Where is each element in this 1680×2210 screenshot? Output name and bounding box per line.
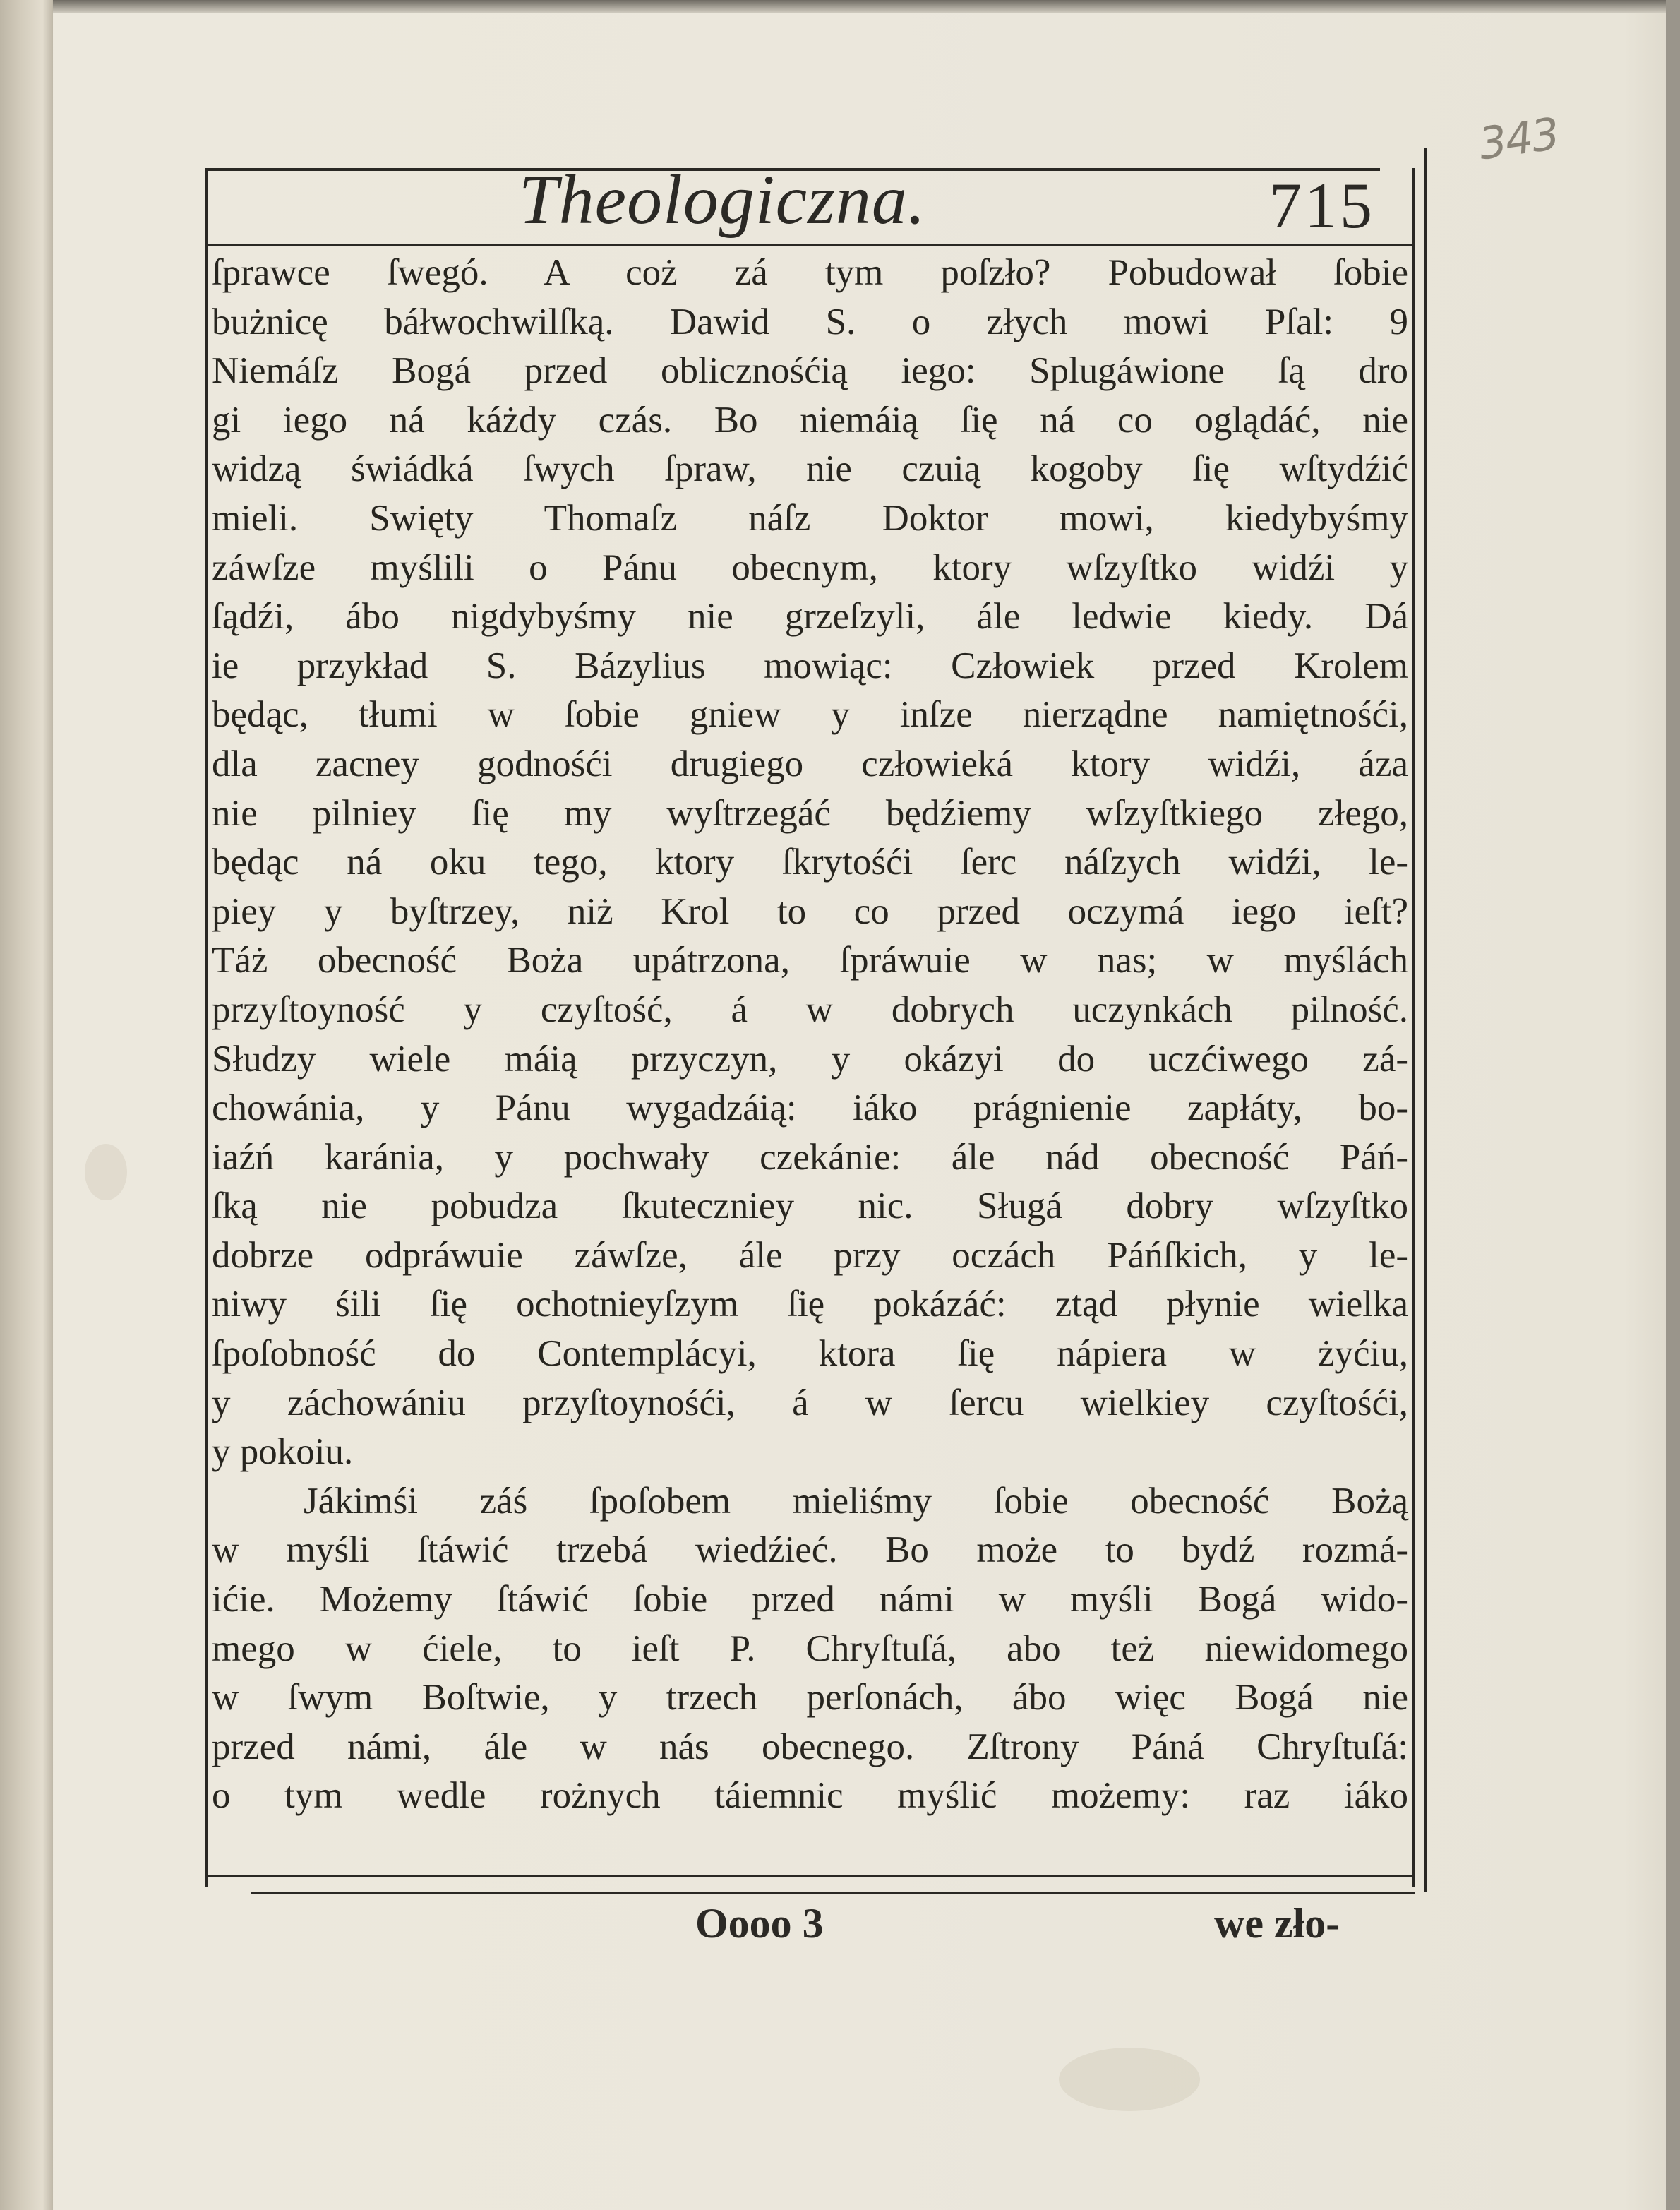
text-line: przyſtoyność y czyſtość, á w dobrych uczynkách pilność. (212, 988, 1408, 1030)
text-line: będąc, tłumi w ſobie gniew y inſze nierządne namiętnośći, (212, 694, 1408, 736)
text-line: Słudzy wiele máią przyczyn, y okázyi do uczćiwego zá- (212, 1038, 1408, 1080)
text-line: w ſwym Boſtwie, y trzech perſonách, ábo więc Bogá nie (212, 1677, 1408, 1719)
previous-page-edge (0, 0, 53, 2210)
body-text (212, 249, 1408, 1821)
text-line: ie przykład S. Bázylius mowiąc: Człowiek przed Krolem (212, 645, 1408, 686)
text-line: będąc ná oku tego, ktory ſkrytośći ſerc náſzych widźi, le- (212, 842, 1408, 883)
text-line: Táż obecność Boża upátrzona, ſpráwuie w nas; w myślách (212, 940, 1408, 981)
text-line: ſpoſobność do Contemplácyi, ktora ſię nápiera w żyćiu, (212, 1333, 1408, 1375)
frame-outer-rule (1424, 148, 1427, 1892)
text-line: ſądźi, ábo nigdybyśmy nie grzeſzyli, ále ledwie kiedy. Dá (212, 596, 1408, 638)
pencil-folio-number: 343 (1475, 107, 1561, 170)
text-line: nie pilniey ſię my wyſtrzegáć będźiemy wſzyſtkiego złego, (212, 792, 1408, 834)
text-line: mego w ćiele, to ieſt P. Chryſtuſá, abo też niewidomego (212, 1627, 1408, 1669)
paper-stain (1059, 2048, 1200, 2111)
bottom-rule (208, 1875, 1415, 1877)
text-line: niwy śili ſię ochotnieyſzym ſię pokázáć: ztąd płynie wielka (212, 1284, 1408, 1325)
text-line: záwſze myślili o Pánu obecnym, ktory wſzyſtko widźi y (212, 546, 1408, 588)
page-right-edge (1666, 0, 1680, 2210)
text-line: dla zacney godnośći drugiego człowieká ktory widźi, áza (212, 743, 1408, 784)
text-line: widzą świádká ſwych ſpraw, nie czuią kogoby ſię wſtydźić (212, 448, 1408, 490)
text-line: ſprawce ſwegó. A coż zá tym poſzło? Pobudował ſobie (212, 252, 1408, 293)
text-line: bużnicę báłwochwilſką. Dawid S. o złych mowi Pſal: 9 (212, 301, 1408, 342)
text-line: w myśli ſtáwić trzebá wiedźieć. Bo może to bydź rozmá- (212, 1529, 1408, 1571)
text-line: ićie. Możemy ſtáwić ſobie przed námi w myśli Bogá wido- (212, 1579, 1408, 1620)
text-line: przed námi, ále w nás obecnego. Zſtrony Páná Chryſtuſá: (212, 1726, 1408, 1767)
text-line: dobrze odpráwuie záwſze, ále przy oczách Páńſkich, y le- (212, 1234, 1408, 1276)
bottom-rule-secondary (251, 1892, 1415, 1894)
text-line: chowánia, y Pánu wygadzáią: iáko prágnienie zapłáty, bo- (212, 1087, 1408, 1129)
text-line: iaźń karánia, y pochwały czekánie: ále nád obecność Páń- (212, 1136, 1408, 1178)
paper-stain (85, 1144, 127, 1200)
text-line-paragraph-start: Jákimśi záś ſpoſobem mieliśmy ſobie obecność Bożą (304, 1480, 1408, 1522)
header-rule (208, 244, 1415, 246)
signature-mark: Oooo 3 (695, 1900, 824, 1947)
running-title: Theologiczna. (519, 160, 926, 239)
catchword: we zło- (1214, 1900, 1340, 1947)
page-number: 715 (1269, 169, 1375, 241)
text-line: ſką nie pobudza ſkuteczniey nic. Sługá dobry wſzyſtko (212, 1185, 1408, 1227)
text-line: mieli. Swięty Thomaſz náſz Doktor mowi, kiedybyśmy (212, 497, 1408, 539)
page-top-shadow (53, 0, 1666, 13)
text-line: gi iego ná káżdy czás. Bo niemáią ſię ná co oglądáć, nie (212, 399, 1408, 441)
text-line: y záchowániu przyſtoynośći, á w ſercu wielkiey czyſtośći, (212, 1382, 1408, 1423)
text-line: y pokoiu. (212, 1431, 354, 1473)
text-line: o tym wedle rożnych táiemnic myślić możemy: raz iáko (212, 1775, 1408, 1817)
text-line: piey y byſtrzey, niż Krol to co przed oczymá iego ieſt? (212, 890, 1408, 932)
text-line: Niemáſz Bogá przed oblicznośćią iego: Splugáwione ſą dro (212, 350, 1408, 392)
